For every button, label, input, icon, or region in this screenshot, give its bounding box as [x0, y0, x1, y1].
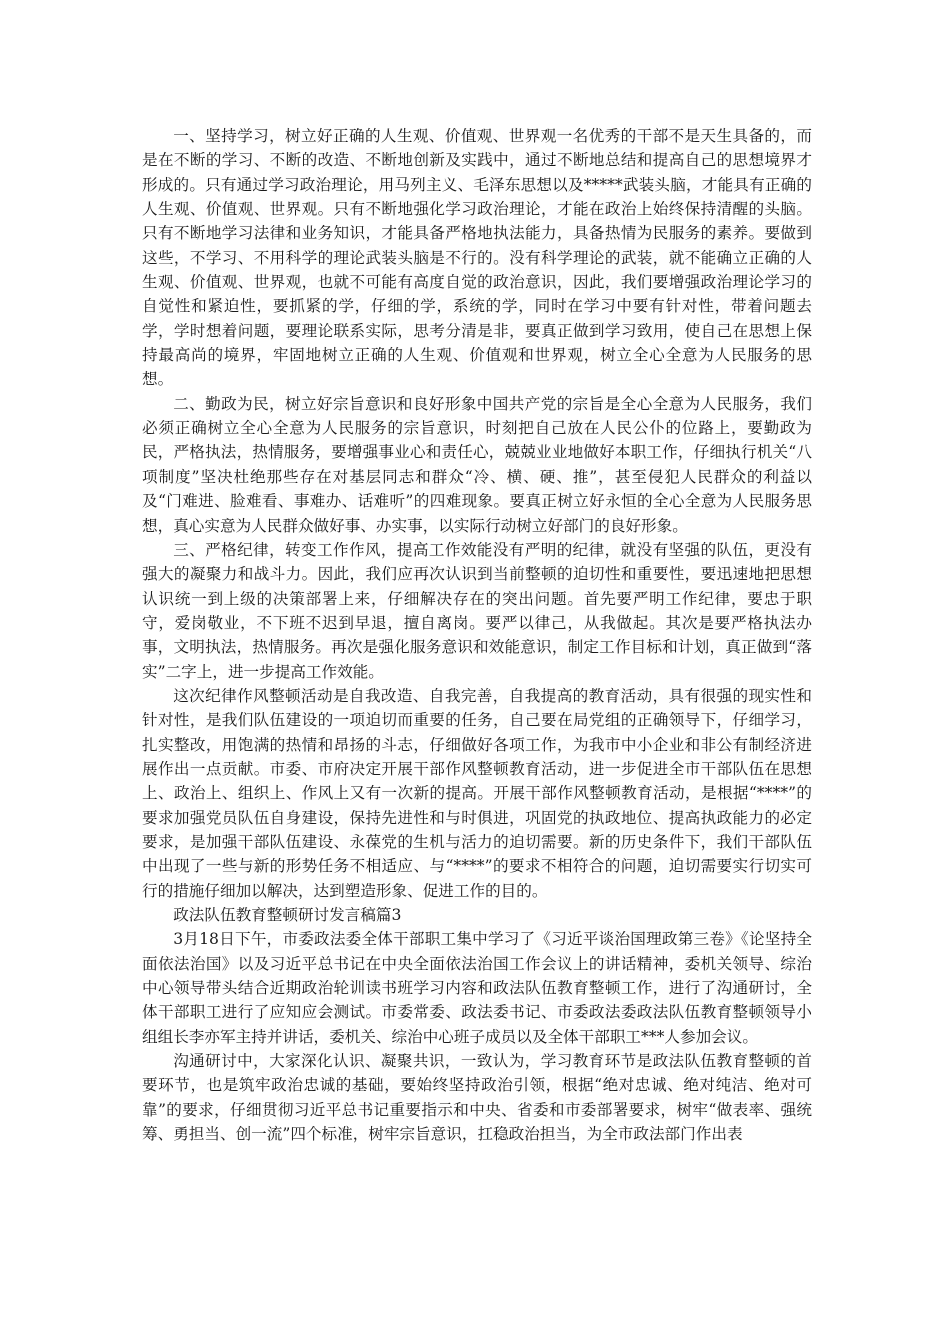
paragraph-meeting: 3月18日下午，市委政法委全体干部职工集中学习了《习近平谈治国理政第三卷》《论坚持全面依法治国》以及习近平总书记在中央全面依法治国工作会议上的讲话精神，委机关领导、综治中心领导带头结合近期政治轮训读书班学习内容和政法队伍教育整顿工作，进行了沟通研讨，全体干部职工进行了应知应会测试。市委常委、政法委书记、市委政法委政法队伍教育整顿领导小组组长李亦军主持并讲话，委机关、综治中心班子成员以及全体干部职工***人参加会议。 [142, 930, 812, 1046]
section-heading: 政法队伍教育整顿研讨发言稿篇3 [173, 906, 402, 924]
paragraph-discussion: 沟通研讨中，大家深化认识、凝聚共识，一致认为，学习教育环节是政法队伍教育整顿的首要环节，也是筑牢政治忠诚的基础，要始终坚持政治引领，根据“绝对忠诚、绝对纯洁、绝对可靠”的要求，仔细贯彻习近平总书记重要指示和中央、省委和市委部署要求，树牢“做表率、强统筹、勇担当、创一流”四个标准，树牢宗旨意识，扛稳政治担当，为全市政法部门作出表 [142, 1052, 812, 1144]
paragraph-discipline: 三、严格纪律，转变工作作风，提高工作效能没有严明的纪律，就没有坚强的队伍，更没有强大的凝聚力和战斗力。因此，我们应再次认识到当前整顿的迫切性和重要性，要迅速地把思想认识统一到上级的决策部署上来，仔细解决存在的突出问题。首先要严明工作纪律，要忠于职守，爱岗敬业，不下班不迟到早退，擅自离岗。要严以律己，从我做起。其次是要严格执法办事，文明执法，热情服务。再次是强化服务意识和效能意识，制定工作目标和计划，真正做到“落实”二字上，进一步提高工作效能。 [142, 540, 812, 681]
paragraph-study: 一、坚持学习，树立好正确的人生观、价值观、世界观一名优秀的干部不是天生具备的，而是在不断的学习、不断的改造、不断地创新及实践中，通过不断地总结和提高自己的思想境界才形成的。只有通过学习政治理论，用马列主义、毛泽东思想以及*****武装头脑，才能具有正确的人生观、价值观、世界观。只有不断地强化学习政治理论，才能在政治上始终保持清醒的头脑。只有不断地学习法律和业务知识，才能具备严格地执法能力，具备热情为民服务的素养。要做到这些，不学习、不用科学的理论武装头脑是不行的。没有科学理论的武装，就不能确立正确的人生观、价值观、世界观，也就不可能有高度自觉的政治意识，因此，我们要增强政治理论学习的自觉性和紧迫性，要抓紧的学，仔细的学，系统的学，同时在学习中要有针对性，带着问题去学，学时想着问题，要理论联系实际，思考分清是非，要真正做到学习致用，使自己在思想上保持最高尚的境界，牢固地树立正确的人生观、价值观和世界观，树立全心全意为人民服务的思想。 [142, 127, 812, 389]
document-body [142, 124, 812, 1146]
paragraph-rectification: 这次纪律作风整顿活动是自我改造、自我完善，自我提高的教育活动，具有很强的现实性和针对性，是我们队伍建设的一项迫切而重要的任务，自己要在局党组的正确领导下，仔细学习，扎实整改，用饱满的热情和昂扬的斗志，仔细做好各项工作，为我市中小企业和非公有制经济进展作出一点贡献。市委、市府决定开展干部作风整顿教育活动，进一步促进全市干部队伍在思想上、政治上、组织上、作风上又有一次新的提高。开展干部作风整顿教育活动，是根据“****”的要求加强党员队伍自身建设，保持先进性和与时俱进，巩固党的执政地位、提高执政能力的必定要求，是加强干部队伍建设、永葆党的生机与活力的迫切需要。新的历史条件下，我们干部队伍中出现了一些与新的形势任务不相适应、与“****”的要求不相符合的问题，迫切需要实行切实可行的措施仔细加以解决，达到塑造形象、促进工作的目的。 [142, 686, 812, 900]
paragraph-serve-people: 二、勤政为民，树立好宗旨意识和良好形象中国共产党的宗旨是全心全意为人民服务，我们必须正确树立全心全意为人民服务的宗旨意识，时刻把自己放在人民公仆的位路上，要勤政为民，严格执法，热情服务，要增强事业心和责任心，兢兢业业地做好本职工作，仔细执行机关“八项制度”坚决杜绝那些存在对基层同志和群众“冷、横、硬、推”，甚至侵犯人民群众的利益以及“门难进、脸难看、事难办、话难听”的四难现象。要真正树立好永恒的全心全意为人民服务思想，真心实意为人民群众做好事、办实事，以实际行动树立好部门的良好形象。 [142, 394, 812, 535]
